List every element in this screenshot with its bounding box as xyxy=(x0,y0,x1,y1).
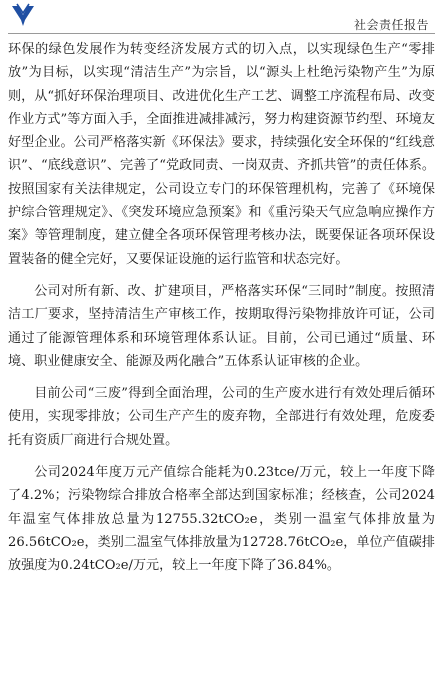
paragraph-emission-data: 公司2024年度万元产值综合能耗为0.23tce/万元，较上一年度下降了4.2%；污染物综合排放合格率全部达到国家标准；经核查，公司2024年温室气体排放总量为12755.32tCO₂e，类别一温室气体排放量为26.56tCO₂e，类别二温室气体排放量为12728.76tCO₂e，单位产值碳排放强度为0.24tCO₂e/万元，较上一年度下降了36.84%。 xyxy=(8,465,435,574)
paragraph-project-compliance: 公司对所有新、改、扩建项目，严格落实环保“三同时”制度。按照清洁工厂要求，坚持清洁生产审核工作，按期取得污染物排放许可证，公司通过了能源管理体系和环境管理体系认证。目前，公司已通过“质量、环境、职业健康安全、能源及两化融合”五体系认证审核的企业。 xyxy=(8,283,435,369)
company-logo-icon xyxy=(10,2,36,28)
report-body xyxy=(8,38,435,587)
paragraph-waste-treatment: 目前公司“三废”得到全面治理，公司的生产废水进行有效处理后循环使用，实现零排放；公司生产产生的废弃物，全部进行有效处理，危废委托有资质厂商进行合规处置。 xyxy=(8,386,435,448)
header-divider xyxy=(8,33,435,34)
report-title: 社会责任报告 xyxy=(353,18,429,32)
page-header xyxy=(0,0,443,36)
paragraph-environmental-policy: 环保的绿色发展作为转变经济发展方式的切入点，以实现绿色生产“零排放”为目标，以实现“清洁生产”为宗旨，以“源头上杜绝污染物产生”为原则，从“抓好环保治理项目、改进优化生产工艺、调整工序流程布局、改变作业方式”等方面入手，全面推进减排减污，努力构建资源节约型、环境友好型企业。公司严格落实新《环保法》要求，持续强化安全环保的“红线意识”、“底线意识”、完善了“党政同责、一岗双责、齐抓共管”的责任体系。按照国家有关法律规定，公司设立专门的环保管理机构，完善了《环境保护综合管理规定》、《突发环境应急预案》和《重污染天气应急响应操作方案》等管理制度，建立健全各项环保管理考核办法，既要保证各项环保设置装备的健全完好，又要保证设施的运行监管和状态完好。 xyxy=(8,42,435,267)
